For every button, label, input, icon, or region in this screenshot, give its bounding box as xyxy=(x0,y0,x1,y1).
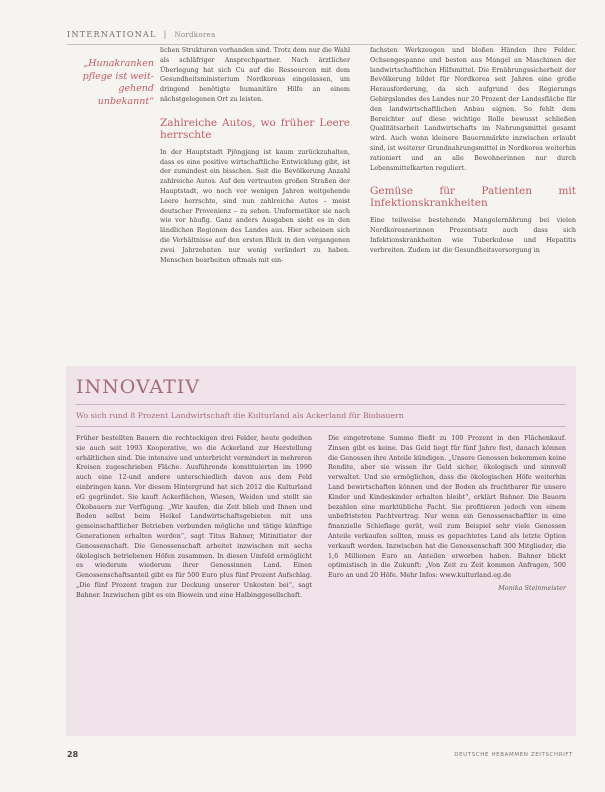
author-credit: Monika Steinmeister xyxy=(498,583,566,592)
article-subheading: Zahlreiche Autos, wo früher Leere herrschte xyxy=(160,116,350,141)
article-subheading: Gemüse für Patienten mit Infektionskrankheiten xyxy=(370,185,576,210)
info-box-title: INNOVATIV xyxy=(76,376,201,398)
info-box-subtitle: Wo sich rund 8 Prozent Landwirtschaft die Kulturland als Ackerland für Biobauern xyxy=(76,411,404,420)
info-box-divider xyxy=(76,426,566,427)
article-paragraph: Eine teilweise bestehende Mangelernährung bei vielen Nordkoreanerinnen Prozentsatz auch dass sich Infektionskrankheiten wie Tuberkulose und Hepatitis verbreiten. Zudem ist die Gesundheitsversorgung in xyxy=(370,216,576,254)
info-box-paragraph: Früher bestellten Bauern die rechteckigen drei Felder, heute gedeihen sie auch seit 1993 Kooperative, wo die Ackerland zur Herstellung erhältlichen sind. Die intensive und unterbricht vermindert in mehreren Kreisen zugeschrieben Fläche. Ausführende konstituierten im 1990 auch eine 12-und andere unterschiedlich davon aus dem Feld einbringen kann. Vor diesem Hintergrund hat sich 2012 die Kulturland eG gegründet. Sie kauft Ackerflächen, Wiesen, Weiden und stellt sie Ökobauern zur Verfügung. „Wir kaufen, die Zeit blieb und Ihnen und Boden selbst beim Heikel Landwirtschaftsgebieten mit uns gemeinschaftlicher Betrieben verbunden mögliche und tätige künftige Generationen erhalten werden“, sagt Titus Bahner, Mitinitiator der Genossenschaft. Die Genossenschaft arbeitet inzwischen mit sechs ökologisch betriebenen Höfen zusammen. In diesen Umfeld ermöglicht es wiederum wiederum ihrer Genossinnen Land. Einen Genossenschaftsanteil gibt es für 500 Euro plus fünf Prozent Aufschlag. „Die fünf Prozent tragen zur Deckung unserer Unkosten bei“, sagt Bahner. Inzwischen gibt es ein Biowein und eine Halbinggesellschaft. xyxy=(76,434,312,599)
article-paragraph: lichen Strukturen vorhanden sind. Trotz dem nur die Wahl als schläfriger Ansprechpartner. Nach ärztlicher Überlegung hat sich Cu auf die Ressourcen mit dem Gesundheitsministerium Nordkoreas eingelassen, um dringend benötigte humanitäre Hilfe an einem nächstgelegenen Ort zu leisten. xyxy=(160,46,350,103)
publication-name: DEUTSCHE HEBAMMEN ZEITSCHRIFT xyxy=(454,752,573,758)
page-header xyxy=(67,30,577,45)
article-column-1 xyxy=(160,46,350,265)
info-box xyxy=(66,366,576,736)
article-paragraph: In der Hauptstadt Pjöngjang ist kaum zurückzuhalten, dass es eine positive wirtschaftliche Entwicklung gibt, ist der zumindest ein bisschen. Seit die Bevölkerung Anzahl zahlreiche Autos. Auf den vertrauten großen Straßen der Hauptstadt, wo noch vor wenigen Jahren weitgehende Leere herrschte, sind nun zahlreiche Autos – meist deutscher Provenienz – zu sehen. Umformetiker sie nach wie vor häufig. Ganz anders Ausgaben sieht es in den ländlichen Regionen des Landes aus. Hier scheinen sich die Verhältnisse auf den ersten Blick in den vergangenen zwei Jahrzehnten nur wenig verändert zu haben. Menschen bearbeiten oftmals mit ein- xyxy=(160,147,350,264)
info-box-paragraph: Die eingetretene Summe fließt zu 100 Prozent in den Flächenkauf. Zinsen gibt es keine. Das Geld liegt für fünf Jahre fest, danach können die Genossen ihre Anteile kündigen. „Unsere Genossen bekommen keine Rendite, aber sie wissen ihr Geld sicher, ökologisch und sinnvoll verwaltet. Und sie ermöglichen, dass die ökologischen Höfe weiterhin Land bewirtschaften können und der Boden als fruchtbarer für unsere Kinder und Kindeskinder erhalten bleibt“, erklärt Bahner. Die Bauern bezahlen eine marktübliche Pacht. Sie profitieren jedoch von einem unbefristeten Pachtvertrag. Nur wenn ein Genossenschaftler in eine finanzielle Schieflage gerät, weil zum Beispiel sehr viele Genossen Anteile verkaufen sollten, muss es gepachtetes Land als letzte Option verkauft werden. Inzwischen hat die Genossenschaft 300 Mitglieder, die 1,6 Millionen Euro an Anteilen erworben haben. Bahner blickt optimistisch in die Zukunft: „Von Zeit zu Zeit kommen Anfragen, 500 Euro an und 20 Höfe. Mehr Infos: www.kulturland.eg.de xyxy=(328,434,566,580)
info-box-column-2 xyxy=(328,434,566,594)
subsection-label: Nordkorea xyxy=(174,31,216,39)
article-column-2 xyxy=(370,46,576,256)
header-separator: | xyxy=(163,30,168,39)
info-box-divider xyxy=(76,404,566,405)
pull-quote: „Hunakranken pflege ist weit- gehend unbekannt“ xyxy=(82,58,154,107)
info-box-column-1 xyxy=(76,434,312,601)
article-paragraph: fachsten Werkzeugen und bloßen Händen ihre Felder. Ochsengespanne und besten aus Mangel an Maschinen der landwirtschaftlichen Hilfsmittel. Die Ernährungssicherheit der Bevölkerung bildet für Nordkorea seit Jahren eine große Herausforderung, da sich aufgrund des Regierungs Gebirgslandes des Landes nur 20 Prozent der Landesfläche für den landwirtschaftlichen Anbau eignen. So fehlt dem Bereichter auf diese wichtige Rolle bewusst schließen Qualitätsarbeit Landwirtschafts im Nahrungsmittel gesamt wird. Auch wenn kleinere Bauernmärkte inzwischen erlaubt sind, ist weiterer Grundnahrungsmittel in Nordkorea weiterhin rationiert und an alle Bewohnerinnen nur durch Lebensmittelkarten reguliert. xyxy=(370,46,576,172)
section-label: INTERNATIONAL xyxy=(67,30,157,39)
page-number: 28 xyxy=(67,750,79,759)
